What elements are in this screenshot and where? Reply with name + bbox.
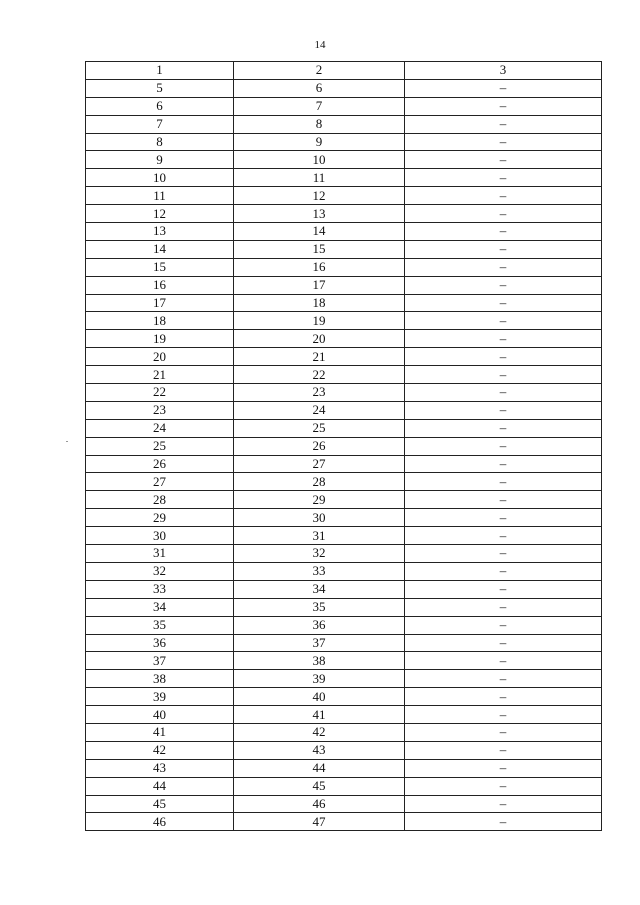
table-row — [86, 670, 602, 688]
table-cell-col2: 30 — [234, 509, 405, 527]
table-row — [86, 795, 602, 813]
table-row — [86, 97, 602, 115]
table-cell-col2: 18 — [234, 294, 405, 312]
table-row — [86, 115, 602, 133]
table-cell-col3: – — [405, 437, 602, 455]
table-cell-col1: 46 — [86, 813, 234, 831]
table-cell-col3: – — [405, 366, 602, 384]
table-cell-col3: – — [405, 401, 602, 419]
table-row — [86, 491, 602, 509]
table-row — [86, 312, 602, 330]
table-row — [86, 455, 602, 473]
table-cell-col2: 46 — [234, 795, 405, 813]
table-cell-col1: 44 — [86, 777, 234, 795]
page-number: 14 — [314, 39, 326, 51]
table-cell-col3: – — [405, 634, 602, 652]
table-row — [86, 419, 602, 437]
table-cell-col1: 42 — [86, 741, 234, 759]
table-cell-col2: 41 — [234, 706, 405, 724]
table-cell-col1: 19 — [86, 330, 234, 348]
table-cell-col1: 14 — [86, 240, 234, 258]
table-row — [86, 723, 602, 741]
table-cell-col3: – — [405, 562, 602, 580]
table-cell-col3: – — [405, 384, 602, 402]
table-row — [86, 527, 602, 545]
table-cell-col1: 6 — [86, 97, 234, 115]
table-cell-col3: – — [405, 115, 602, 133]
scan-speck — [66, 441, 68, 442]
table-cell-col2: 9 — [234, 133, 405, 151]
table-cell-col3: – — [405, 688, 602, 706]
table-cell-col3: – — [405, 545, 602, 563]
table-cell-col2: 7 — [234, 97, 405, 115]
table-cell-col1: 20 — [86, 348, 234, 366]
table-cell-col3: – — [405, 348, 602, 366]
table-cell-col2: 12 — [234, 187, 405, 205]
table-cell-col3: – — [405, 133, 602, 151]
table-cell-col3: – — [405, 509, 602, 527]
table-cell-col3: – — [405, 473, 602, 491]
table-cell-col1: 22 — [86, 384, 234, 402]
table-cell-col3: – — [405, 759, 602, 777]
table-cell-col2: 32 — [234, 545, 405, 563]
table-row — [86, 777, 602, 795]
table-row — [86, 258, 602, 276]
table-cell-col2: 6 — [234, 79, 405, 97]
table-row — [86, 151, 602, 169]
table-row — [86, 169, 602, 187]
table-cell-col1: 33 — [86, 580, 234, 598]
table-row — [86, 616, 602, 634]
table-cell-col3: – — [405, 276, 602, 294]
table-row — [86, 240, 602, 258]
table-cell-col3: – — [405, 258, 602, 276]
table-cell-col1: 28 — [86, 491, 234, 509]
table-cell-col2: 33 — [234, 562, 405, 580]
table-cell-col3: – — [405, 330, 602, 348]
table-row — [86, 759, 602, 777]
table-row — [86, 634, 602, 652]
table-cell-col3: – — [405, 97, 602, 115]
table-row — [86, 545, 602, 563]
table-row — [86, 384, 602, 402]
table-cell-col3: – — [405, 527, 602, 545]
table-cell-col2: 24 — [234, 401, 405, 419]
table-cell-col1: 16 — [86, 276, 234, 294]
table-cell-col2: 17 — [234, 276, 405, 294]
table-cell-col1: 24 — [86, 419, 234, 437]
table-cell-col1: 9 — [86, 151, 234, 169]
table-row — [86, 348, 602, 366]
table-row — [86, 562, 602, 580]
table-cell-col1: 27 — [86, 473, 234, 491]
table-cell-col1: 8 — [86, 133, 234, 151]
table-row — [86, 652, 602, 670]
table-body — [86, 62, 602, 831]
table-cell-col2: 47 — [234, 813, 405, 831]
header-cell-2: 2 — [234, 62, 405, 80]
table-cell-col3: – — [405, 151, 602, 169]
table-cell-col3: – — [405, 706, 602, 724]
table-cell-col3: – — [405, 169, 602, 187]
table-cell-col2: 43 — [234, 741, 405, 759]
table-cell-col1: 21 — [86, 366, 234, 384]
table-row — [86, 223, 602, 241]
table-cell-col3: – — [405, 741, 602, 759]
table-cell-col2: 28 — [234, 473, 405, 491]
table-cell-col1: 39 — [86, 688, 234, 706]
table-cell-col2: 37 — [234, 634, 405, 652]
table-cell-col1: 13 — [86, 223, 234, 241]
table-cell-col2: 25 — [234, 419, 405, 437]
table-cell-col1: 36 — [86, 634, 234, 652]
table-cell-col3: – — [405, 187, 602, 205]
table-cell-col3: – — [405, 312, 602, 330]
table-cell-col2: 14 — [234, 223, 405, 241]
table-cell-col2: 31 — [234, 527, 405, 545]
table-cell-col1: 32 — [86, 562, 234, 580]
table-row — [86, 741, 602, 759]
table-cell-col3: – — [405, 598, 602, 616]
table-cell-col2: 21 — [234, 348, 405, 366]
table-cell-col3: – — [405, 79, 602, 97]
table-cell-col3: – — [405, 795, 602, 813]
table-cell-col2: 27 — [234, 455, 405, 473]
header-cell-1: 1 — [86, 62, 234, 80]
table-row — [86, 473, 602, 491]
table-row — [86, 580, 602, 598]
table-cell-col3: – — [405, 205, 602, 223]
table-cell-col3: – — [405, 419, 602, 437]
table-cell-col2: 38 — [234, 652, 405, 670]
header-cell-3: 3 — [405, 62, 602, 80]
table-cell-col1: 10 — [86, 169, 234, 187]
table-cell-col1: 15 — [86, 258, 234, 276]
table-row — [86, 437, 602, 455]
table-cell-col2: 16 — [234, 258, 405, 276]
table-cell-col2: 39 — [234, 670, 405, 688]
table-cell-col3: – — [405, 616, 602, 634]
table-row — [86, 688, 602, 706]
table-cell-col2: 15 — [234, 240, 405, 258]
table-cell-col3: – — [405, 240, 602, 258]
table-row — [86, 330, 602, 348]
table-cell-col3: – — [405, 455, 602, 473]
table-cell-col1: 31 — [86, 545, 234, 563]
table-cell-col2: 35 — [234, 598, 405, 616]
table-cell-col2: 26 — [234, 437, 405, 455]
table-cell-col3: – — [405, 670, 602, 688]
table-cell-col3: – — [405, 813, 602, 831]
table-row — [86, 79, 602, 97]
table-row — [86, 294, 602, 312]
table-header-row — [86, 62, 602, 80]
table-cell-col3: – — [405, 777, 602, 795]
table-cell-col2: 13 — [234, 205, 405, 223]
table-cell-col1: 23 — [86, 401, 234, 419]
table-cell-col1: 40 — [86, 706, 234, 724]
table-cell-col3: – — [405, 580, 602, 598]
table-cell-col3: – — [405, 223, 602, 241]
table-cell-col2: 19 — [234, 312, 405, 330]
table-cell-col2: 23 — [234, 384, 405, 402]
table-cell-col1: 45 — [86, 795, 234, 813]
table-cell-col1: 5 — [86, 79, 234, 97]
table-cell-col2: 45 — [234, 777, 405, 795]
table-cell-col2: 42 — [234, 723, 405, 741]
table-cell-col1: 26 — [86, 455, 234, 473]
table-row — [86, 133, 602, 151]
table-cell-col2: 29 — [234, 491, 405, 509]
table-cell-col2: 22 — [234, 366, 405, 384]
table-row — [86, 401, 602, 419]
table-cell-col1: 7 — [86, 115, 234, 133]
table-cell-col1: 43 — [86, 759, 234, 777]
table-cell-col3: – — [405, 723, 602, 741]
table-cell-col2: 40 — [234, 688, 405, 706]
table-row — [86, 509, 602, 527]
table-cell-col2: 44 — [234, 759, 405, 777]
table-cell-col3: – — [405, 652, 602, 670]
table-cell-col3: – — [405, 294, 602, 312]
table-cell-col3: – — [405, 491, 602, 509]
table-cell-col1: 34 — [86, 598, 234, 616]
table-cell-col1: 41 — [86, 723, 234, 741]
table-cell-col1: 17 — [86, 294, 234, 312]
table-cell-col1: 11 — [86, 187, 234, 205]
table-cell-col2: 20 — [234, 330, 405, 348]
table-row — [86, 813, 602, 831]
table-row — [86, 187, 602, 205]
document-table — [85, 61, 602, 831]
table-row — [86, 366, 602, 384]
table-cell-col2: 11 — [234, 169, 405, 187]
table-cell-col1: 18 — [86, 312, 234, 330]
table-cell-col1: 25 — [86, 437, 234, 455]
table-cell-col2: 34 — [234, 580, 405, 598]
table-row — [86, 276, 602, 294]
table-row — [86, 598, 602, 616]
table-cell-col1: 35 — [86, 616, 234, 634]
table-cell-col1: 12 — [86, 205, 234, 223]
table-cell-col2: 36 — [234, 616, 405, 634]
table-row — [86, 706, 602, 724]
table-cell-col2: 8 — [234, 115, 405, 133]
table-cell-col1: 37 — [86, 652, 234, 670]
table-cell-col1: 29 — [86, 509, 234, 527]
table-row — [86, 205, 602, 223]
table-cell-col2: 10 — [234, 151, 405, 169]
table-cell-col1: 38 — [86, 670, 234, 688]
table-cell-col1: 30 — [86, 527, 234, 545]
